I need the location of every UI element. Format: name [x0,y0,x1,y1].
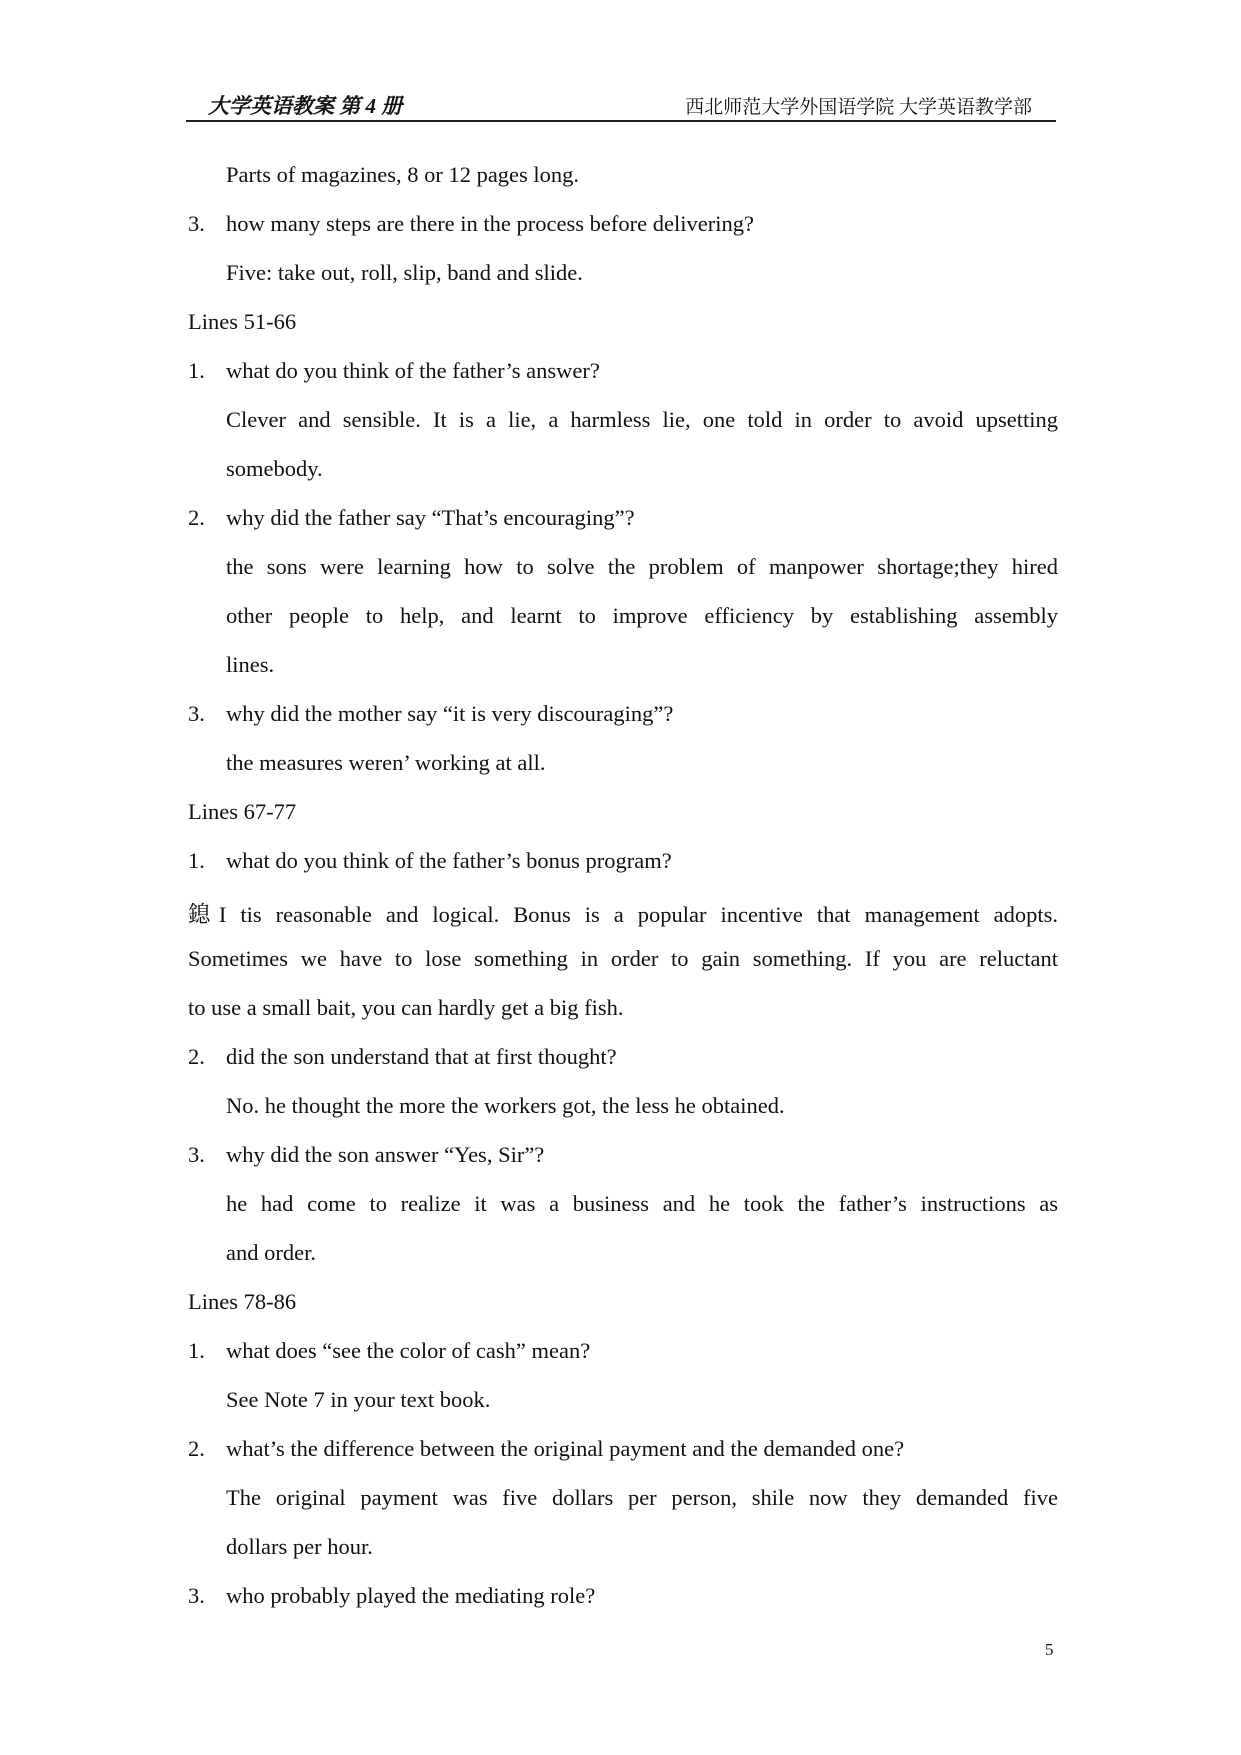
answer-text: the sons were learning how to solve the problem of manpower shortage;they hired [226,554,1058,579]
page-header [186,90,1056,122]
answer-text: somebody. [226,456,323,481]
section-heading: Lines 51-66 [188,309,297,334]
answer-text: dollars per hour. [226,1534,373,1559]
answer-text: he had come to realize it was a business and he took the father’s instructions as [226,1191,1058,1216]
question-number: 3. [188,211,205,236]
question-text: did the son understand that at first thought? [226,1044,617,1069]
section-heading: Lines 78-86 [188,1289,297,1314]
question-text: who probably played the mediating role? [226,1583,596,1608]
answer-text: Parts of magazines, 8 or 12 pages long. [226,162,580,187]
question-number: 2. [188,505,205,530]
question-text: what does “see the color of cash” mean? [226,1338,591,1363]
question-text: what do you think of the father’s bonus program? [226,848,672,873]
answer-text: lines. [226,652,275,677]
question-text: why did the father say “That’s encouraging”? [226,505,635,530]
question-text: why did the son answer “Yes, Sir”? [226,1142,545,1167]
header-course-title: 大学英语教案 第 4 册 [208,94,403,118]
answer-text: The original payment was five dollars per person, shile now they demanded five [226,1485,1058,1510]
answer-text: to use a small bait, you can hardly get a big fish. [188,995,624,1020]
answer-text: and order. [226,1240,316,1265]
question-text: why did the mother say “it is very discouraging”? [226,701,674,726]
question-number: 1. [188,848,205,873]
question-number: 1. [188,358,205,383]
answer-text: Five: take out, roll, slip, band and slide. [226,260,583,285]
answer-text: No. he thought the more the workers got, the less he obtained. [226,1093,785,1118]
answer-text: Sometimes we have to lose something in order to gain something. If you are reluctant [188,946,1058,971]
question-number: 2. [188,1044,205,1069]
question-number: 1. [188,1338,205,1363]
answer-text: other people to help, and learnt to improve efficiency by establishing assembly [226,603,1058,628]
section-heading: Lines 67-77 [188,799,297,824]
question-number: 3. [188,701,205,726]
answer-text: See Note 7 in your text book. [226,1387,491,1412]
question-number: 3. [188,1583,205,1608]
answer-text: the measures weren’ working at all. [226,750,546,775]
answer-text: Clever and sensible. It is a lie, a harmless lie, one told in order to avoid upsetting [226,407,1058,432]
question-text: what’s the difference between the original payment and the demanded one? [226,1436,905,1461]
question-number: 2. [188,1436,205,1461]
header-department: 西北师范大学外国语学院 大学英语教学部 [685,97,1032,118]
question-text: how many steps are there in the process before delivering? [226,211,754,236]
page-number: 5 [1045,1640,1054,1659]
question-number: 3. [188,1142,205,1167]
question-text: what do you think of the father’s answer? [226,358,600,383]
answer-text: 鎴I tis reasonable and logical. Bonus is a popular incentive that management adopts. [188,902,1058,927]
